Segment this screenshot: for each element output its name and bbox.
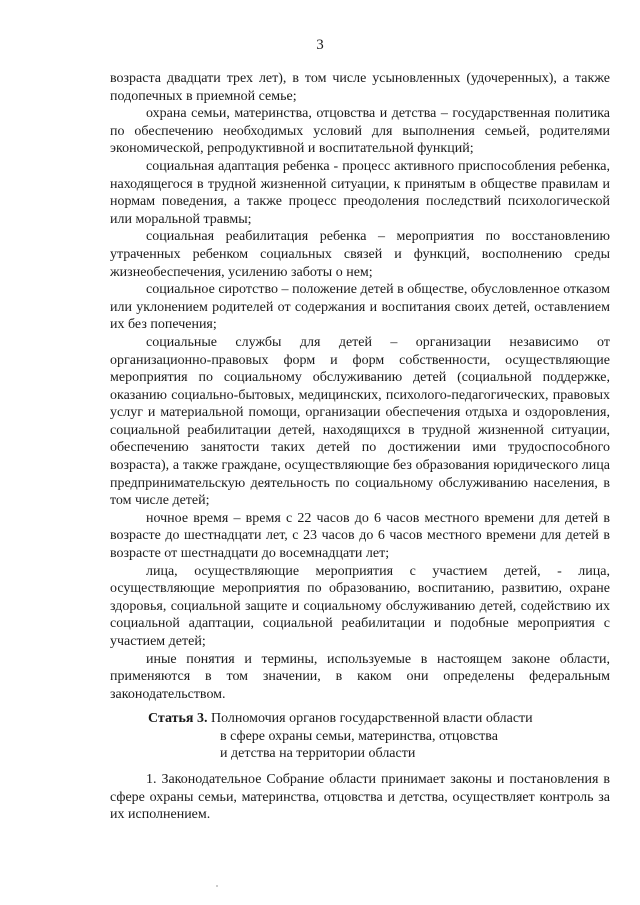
article-title-line1: Полномочия органов государственной власти области [210, 711, 533, 726]
definitions-text [110, 70, 610, 703]
scan-speck [216, 885, 218, 887]
clause-1: 1. Законодательное Собрание области принимает законы и постановления в сфере охраны семьи, материнства, отцовства и детства, осуществляет контроль за их исполнением. [110, 772, 610, 823]
article-heading-line [148, 710, 618, 728]
paragraph: социальная адаптация ребенка - процесс активного приспособления ребенка, находящегося в трудной жизненной ситуации, к принятым в обществе правилам и нормам поведения, а также процесс преодоления последствий психологической или моральной травмы; [110, 158, 610, 227]
paragraph: социальные службы для детей – организации независимо от организационно-правовых форм и форм собственности, осуществляющие мероприятия по социальному обслуживанию детей (социальной поддержке, оказанию социально-бытовых, медицинских, психолого-педагогических, правовых услуг и материальной помощи, организации обеспечения отдыха и оздоровления, социальной реабилитации детей, находящихся в трудной жизненной ситуации, обеспечению занятости таких детей по достижении ими трудоспособного возраста), а также граждане, осуществляющие без образования юридического лица предпринимательскую деятельность по социальному обслуживанию населения, в том числе детей; [110, 334, 610, 509]
paragraph: охрана семьи, материнства, отцовства и детства – государственная политика по обеспечению необходимых условий для выполнения семьей, родителями экономической, репродуктивной и воспитательной функций; [110, 106, 610, 157]
page-number: 3 [316, 37, 324, 53]
paragraph: иные понятия и термины, используемые в настоящем законе области, применяются в том значении, в каком они определены федеральным законодательством. [110, 651, 610, 702]
paragraph: социальная реабилитация ребенка – мероприятия по восстановлению утраченных ребенком социальных связей и функций, восполнению среды жизнеобеспечения, усилению заботы о нем; [110, 229, 610, 280]
paragraph: лица, осуществляющие мероприятия с участием детей, - лица, осуществляющие мероприятия по образованию, воспитанию, развитию, охране здоровья, социальной защите и социальному обслуживанию детей, содействию их социальной адаптации, социальной реабилитации и подобные мероприятия с участием детей; [110, 563, 610, 649]
article-title-line3: и детства на территории области [220, 746, 416, 762]
article-title-line2: в сфере охраны семьи, материнства, отцовства [220, 728, 498, 744]
article-label: Статья 3. [148, 711, 208, 726]
paragraph: возраста двадцати трех лет), в том числе усыновленных (удочеренных), а также подопечных в приемной семье; [110, 71, 610, 104]
paragraph: ночное время – время с 22 часов до 6 часов местного времени для детей в возрасте до шестнадцати лет, с 23 часов до 6 часов местного времени для детей в возрасте от шестнадцати до восемнадцати лет; [110, 510, 610, 562]
paragraph: социальное сиротство – положение детей в обществе, обусловленное отказом или уклонением родителей от содержания и воспитания своих детей, оставлением их без попечения; [110, 282, 610, 333]
article-heading [148, 710, 618, 763]
